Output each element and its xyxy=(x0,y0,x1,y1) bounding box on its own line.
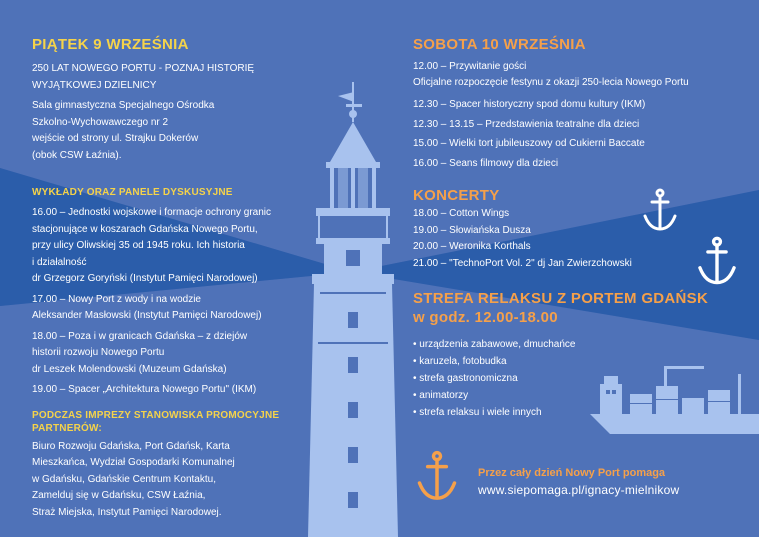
lecture-line: 16.00 – Jednostki wojskowe i formacje ochrony granic xyxy=(32,207,272,218)
partners-line: Straż Miejska, Instytut Pamięci Narodowej. xyxy=(32,506,222,518)
schedule-line: 12.00 – Przywitanie gości xyxy=(413,61,527,72)
partners-title-line: PARTNERÓW: xyxy=(32,422,102,434)
anchor-icon xyxy=(416,450,458,502)
relax-title: STREFA RELAKSU Z PORTEM GDAŃSK xyxy=(413,290,709,307)
intro-line: WYJĄTKOWEJ DZIELNICY xyxy=(32,79,157,91)
concert-line: 19.00 – Słowiańska Dusza xyxy=(413,224,531,236)
venue-line: Szkolno-Wychowawczego nr 2 xyxy=(32,116,169,128)
lecture-line: stacjonujące w koszarach Gdańska Nowego Portu, xyxy=(32,223,258,235)
concert-line: 21.00 – "TechnoPort Vol. 2" dj Jan Zwierzchowski xyxy=(413,257,632,269)
venue-text xyxy=(32,98,332,164)
lecture-item xyxy=(32,329,332,379)
saturday-title: SOBOTA 10 WRZEŚNIA xyxy=(413,36,586,53)
partners-text xyxy=(32,439,332,522)
venue-line: Sala gimnastyczna Specjalnego Ośrodka xyxy=(32,100,215,111)
lecture-item xyxy=(32,382,332,399)
relax-item: • animatorzy xyxy=(413,390,469,401)
intro-line: 250 LAT NOWEGO PORTU - POZNAJ HISTORIĘ xyxy=(32,63,255,74)
relax-item: • karuzela, fotobudka xyxy=(413,356,507,367)
partners-line: Mieszkańca, Wydział Gospodarki Komunalnej xyxy=(32,457,235,468)
partners-title xyxy=(32,409,332,435)
lecture-line: dr Grzegorz Goryński (Instytut Pamięci Narodowej) xyxy=(32,273,258,284)
partners-line: w Gdańsku, Gdańskie Centrum Kontaktu, xyxy=(32,473,216,485)
partners-line: Biuro Rozwoju Gdańska, Port Gdańsk, Karta xyxy=(32,440,230,452)
relax-hours: w godz. 12.00-18.00 xyxy=(413,309,558,326)
lecture-item xyxy=(32,205,332,288)
relax-item: • strefa gastronomiczna xyxy=(413,373,518,384)
lecture-line: historii rozwoju Nowego Portu xyxy=(32,347,165,358)
lecture-line: 17.00 – Nowy Port z wody i na wodzie xyxy=(32,293,201,305)
partners-line: Zamelduj się w Gdańsku, CSW Łaźnia, xyxy=(32,490,206,501)
concerts-title: KONCERTY xyxy=(413,187,500,204)
relax-item: • urządzenia zabawowe, dmuchańce xyxy=(413,339,576,350)
schedule-line: Oficjalne rozpoczęcie festynu z okazji 250-lecia Nowego Portu xyxy=(413,77,689,88)
lectures-title: WYKŁADY ORAZ PANELE DYSKUSYJNE xyxy=(32,187,233,198)
schedule-line: 15.00 – Wielki tort jubileuszowy od Cukierni Baccate xyxy=(413,138,645,149)
lecture-line: dr Leszek Molendowski (Muzeum Gdańska) xyxy=(32,363,227,375)
partners-title-line: PODCZAS IMPREZY STANOWISKA PROMOCYJNE xyxy=(32,409,280,421)
donation-link[interactable]: www.siepomaga.pl/ignacy-mielnikow xyxy=(478,483,680,497)
schedule-line: 12.30 – Spacer historyczny spod domu kultury (IKM) xyxy=(413,99,646,110)
intro-text xyxy=(32,61,332,94)
concert-line: 18.00 – Cotton Wings xyxy=(413,208,510,219)
friday-title: PIĄTEK 9 WRZEŚNIA xyxy=(32,36,189,53)
lecture-line: i działalność xyxy=(32,256,87,268)
donation-block xyxy=(478,467,679,497)
lecture-line: 19.00 – Spacer „Architektura Nowego Portu" (IKM) xyxy=(32,384,257,395)
lecture-line: Aleksander Masłowski (Instytut Pamięci Narodowej) xyxy=(32,310,262,321)
donation-title: Przez cały dzień Nowy Port pomaga xyxy=(478,467,666,479)
concert-line: 20.00 – Weronika Korthals xyxy=(413,241,531,252)
relax-list xyxy=(413,336,733,421)
lecture-item xyxy=(32,292,332,325)
lecture-line: przy ulicy Oliwskiej 35 od 1945 roku. Ich historia xyxy=(32,240,245,251)
saturday-schedule xyxy=(413,59,733,173)
schedule-line: 12.30 – 13.15 – Przedstawienia teatralne dla dzieci xyxy=(413,118,640,130)
venue-line: wejście od strony ul. Strajku Dokerów xyxy=(32,133,199,144)
lecture-line: 18.00 – Poza i w granicach Gdańska – z dziejów xyxy=(32,330,248,342)
venue-line: (obok CSW Łaźnia). xyxy=(32,149,122,161)
concerts-list xyxy=(413,206,733,272)
relax-item: • strefa relaksu i wiele innych xyxy=(413,407,542,418)
friday-column xyxy=(32,36,332,525)
saturday-column xyxy=(413,36,733,421)
schedule-line: 16.00 – Seans filmowy dla dzieci xyxy=(413,157,559,169)
